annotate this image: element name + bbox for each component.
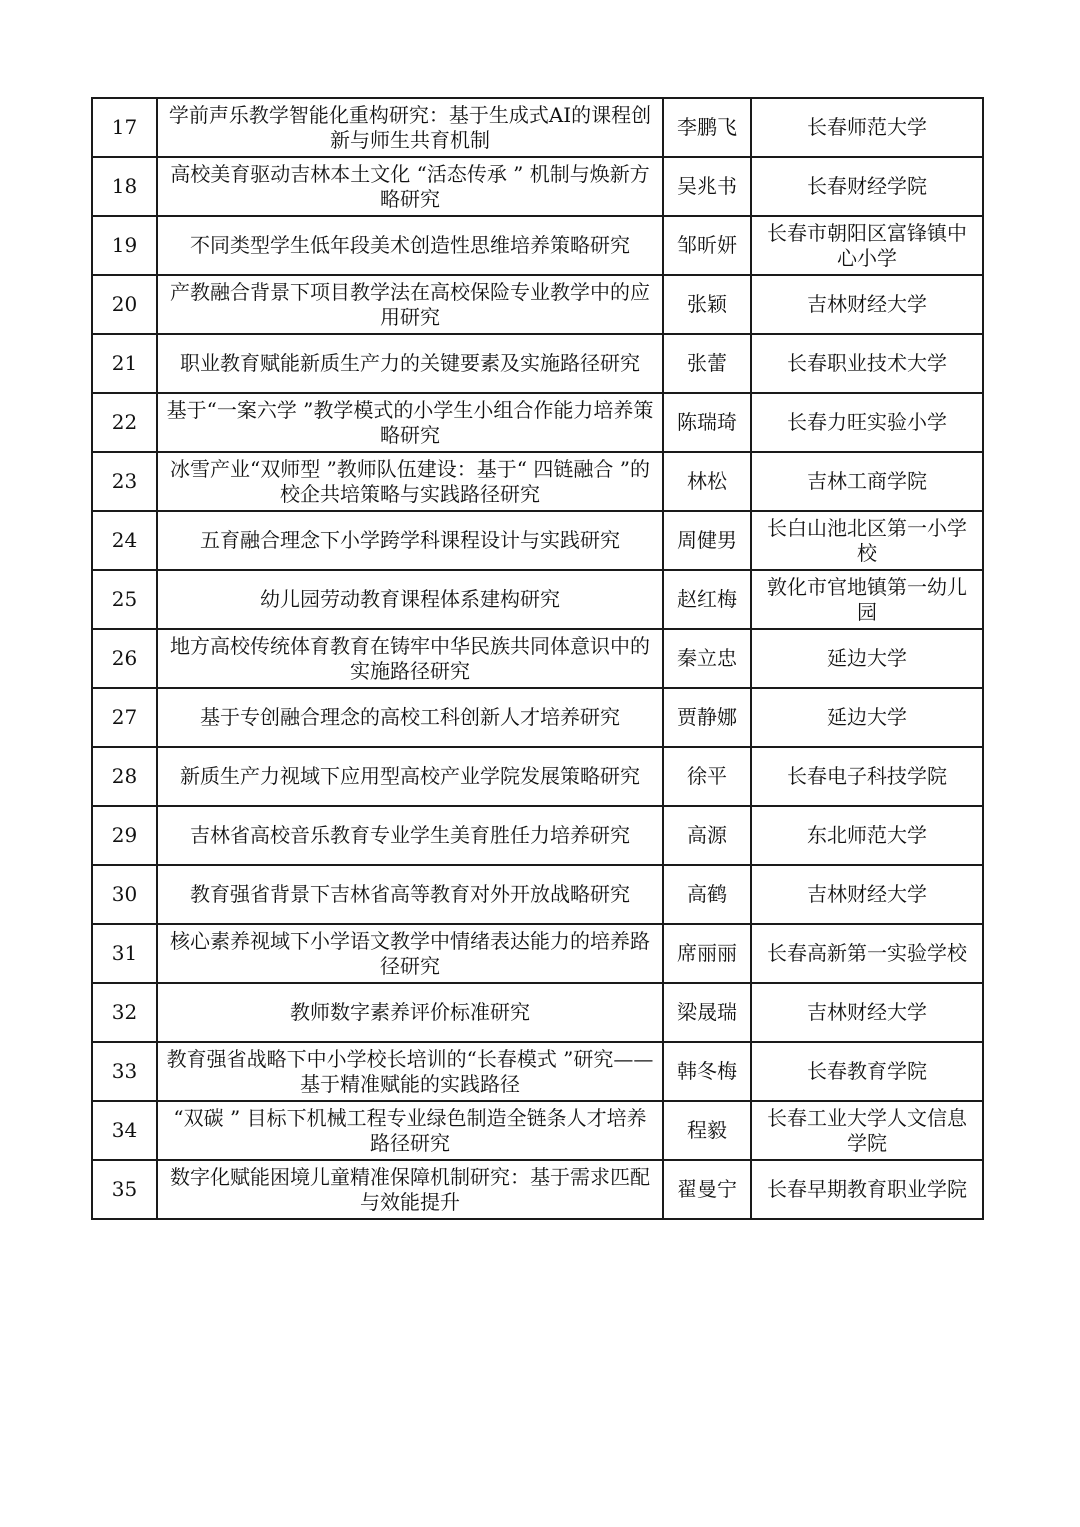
- row-number: 34: [92, 1101, 157, 1160]
- row-number: 19: [92, 216, 157, 275]
- project-title: 新质生产力视域下应用型高校产业学院发展策略研究: [157, 747, 663, 806]
- row-number: 33: [92, 1042, 157, 1101]
- row-number: 31: [92, 924, 157, 983]
- project-unit: 延边大学: [751, 688, 983, 747]
- project-title: 教师数字素养评价标准研究: [157, 983, 663, 1042]
- table-row: [92, 629, 983, 688]
- project-title: 数字化赋能困境儿童精准保障机制研究：基于需求匹配与效能提升: [157, 1160, 663, 1219]
- project-leader: 徐平: [663, 747, 751, 806]
- project-unit: 长白山池北区第一小学校: [751, 511, 983, 570]
- row-number: 17: [92, 98, 157, 157]
- project-unit: 长春师范大学: [751, 98, 983, 157]
- project-unit: 长春财经学院: [751, 157, 983, 216]
- project-title: 地方高校传统体育教育在铸牢中华民族共同体意识中的实施路径研究: [157, 629, 663, 688]
- project-unit: 长春工业大学人文信息学院: [751, 1101, 983, 1160]
- project-unit: 敦化市官地镇第一幼儿园: [751, 570, 983, 629]
- table-row: [92, 570, 983, 629]
- table-row: [92, 983, 983, 1042]
- table-row: [92, 393, 983, 452]
- project-title: 不同类型学生低年段美术创造性思维培养策略研究: [157, 216, 663, 275]
- project-title: 基于“一案六学 ”教学模式的小学生小组合作能力培养策略研究: [157, 393, 663, 452]
- project-unit: 延边大学: [751, 629, 983, 688]
- project-unit: 长春电子科技学院: [751, 747, 983, 806]
- project-unit: 吉林工商学院: [751, 452, 983, 511]
- project-leader: 赵红梅: [663, 570, 751, 629]
- project-leader: 张蕾: [663, 334, 751, 393]
- project-unit: 吉林财经大学: [751, 865, 983, 924]
- project-title: 幼儿园劳动教育课程体系建构研究: [157, 570, 663, 629]
- table-row: [92, 1042, 983, 1101]
- table-row: [92, 747, 983, 806]
- project-leader: 周健男: [663, 511, 751, 570]
- project-leader: 张颖: [663, 275, 751, 334]
- table-row: [92, 275, 983, 334]
- project-title: 学前声乐教学智能化重构研究：基于生成式AI的课程创新与师生共育机制: [157, 98, 663, 157]
- table-row: [92, 1101, 983, 1160]
- row-number: 29: [92, 806, 157, 865]
- row-number: 32: [92, 983, 157, 1042]
- row-number: 27: [92, 688, 157, 747]
- project-leader: 陈瑞琦: [663, 393, 751, 452]
- project-table: [91, 97, 984, 1220]
- project-leader: 吴兆书: [663, 157, 751, 216]
- project-title: 冰雪产业“双师型 ”教师队伍建设：基于“ 四链融合 ”的校企共培策略与实践路径研究: [157, 452, 663, 511]
- project-unit: 吉林财经大学: [751, 983, 983, 1042]
- project-title: 教育强省战略下中小学校长培训的“长春模式 ”研究——基于精准赋能的实践路径: [157, 1042, 663, 1101]
- table-row: [92, 157, 983, 216]
- project-leader: 程毅: [663, 1101, 751, 1160]
- project-unit: 长春力旺实验小学: [751, 393, 983, 452]
- project-leader: 席丽丽: [663, 924, 751, 983]
- project-leader: 贾静娜: [663, 688, 751, 747]
- project-unit: 东北师范大学: [751, 806, 983, 865]
- project-leader: 秦立忠: [663, 629, 751, 688]
- project-leader: 高源: [663, 806, 751, 865]
- project-unit: 吉林财经大学: [751, 275, 983, 334]
- project-title: 职业教育赋能新质生产力的关键要素及实施路径研究: [157, 334, 663, 393]
- row-number: 22: [92, 393, 157, 452]
- project-leader: 梁晟瑞: [663, 983, 751, 1042]
- project-leader: 李鹏飞: [663, 98, 751, 157]
- project-leader: 韩冬梅: [663, 1042, 751, 1101]
- table-row: [92, 452, 983, 511]
- row-number: 24: [92, 511, 157, 570]
- project-unit: 长春高新第一实验学校: [751, 924, 983, 983]
- table-row: [92, 688, 983, 747]
- table-row: [92, 216, 983, 275]
- row-number: 30: [92, 865, 157, 924]
- project-unit: 长春市朝阳区富锋镇中心小学: [751, 216, 983, 275]
- project-leader: 邹昕妍: [663, 216, 751, 275]
- project-title: 核心素养视域下小学语文教学中情绪表达能力的培养路径研究: [157, 924, 663, 983]
- project-table-body: [92, 98, 983, 1219]
- row-number: 20: [92, 275, 157, 334]
- table-row: [92, 334, 983, 393]
- project-unit: 长春早期教育职业学院: [751, 1160, 983, 1219]
- table-row: [92, 806, 983, 865]
- row-number: 23: [92, 452, 157, 511]
- table-row: [92, 1160, 983, 1219]
- table-row: [92, 98, 983, 157]
- table-row: [92, 865, 983, 924]
- row-number: 28: [92, 747, 157, 806]
- project-title: 基于专创融合理念的高校工科创新人才培养研究: [157, 688, 663, 747]
- project-title: 产教融合背景下项目教学法在高校保险专业教学中的应用研究: [157, 275, 663, 334]
- project-title: “双碳 ” 目标下机械工程专业绿色制造全链条人才培养路径研究: [157, 1101, 663, 1160]
- project-title: 高校美育驱动吉林本土文化 “活态传承 ” 机制与焕新方略研究: [157, 157, 663, 216]
- table-row: [92, 511, 983, 570]
- project-leader: 高鹤: [663, 865, 751, 924]
- project-title: 教育强省背景下吉林省高等教育对外开放战略研究: [157, 865, 663, 924]
- project-unit: 长春教育学院: [751, 1042, 983, 1101]
- row-number: 25: [92, 570, 157, 629]
- row-number: 18: [92, 157, 157, 216]
- project-leader: 林松: [663, 452, 751, 511]
- row-number: 21: [92, 334, 157, 393]
- project-unit: 长春职业技术大学: [751, 334, 983, 393]
- row-number: 26: [92, 629, 157, 688]
- project-title: 五育融合理念下小学跨学科课程设计与实践研究: [157, 511, 663, 570]
- row-number: 35: [92, 1160, 157, 1219]
- table-row: [92, 924, 983, 983]
- project-leader: 翟曼宁: [663, 1160, 751, 1219]
- project-title: 吉林省高校音乐教育专业学生美育胜任力培养研究: [157, 806, 663, 865]
